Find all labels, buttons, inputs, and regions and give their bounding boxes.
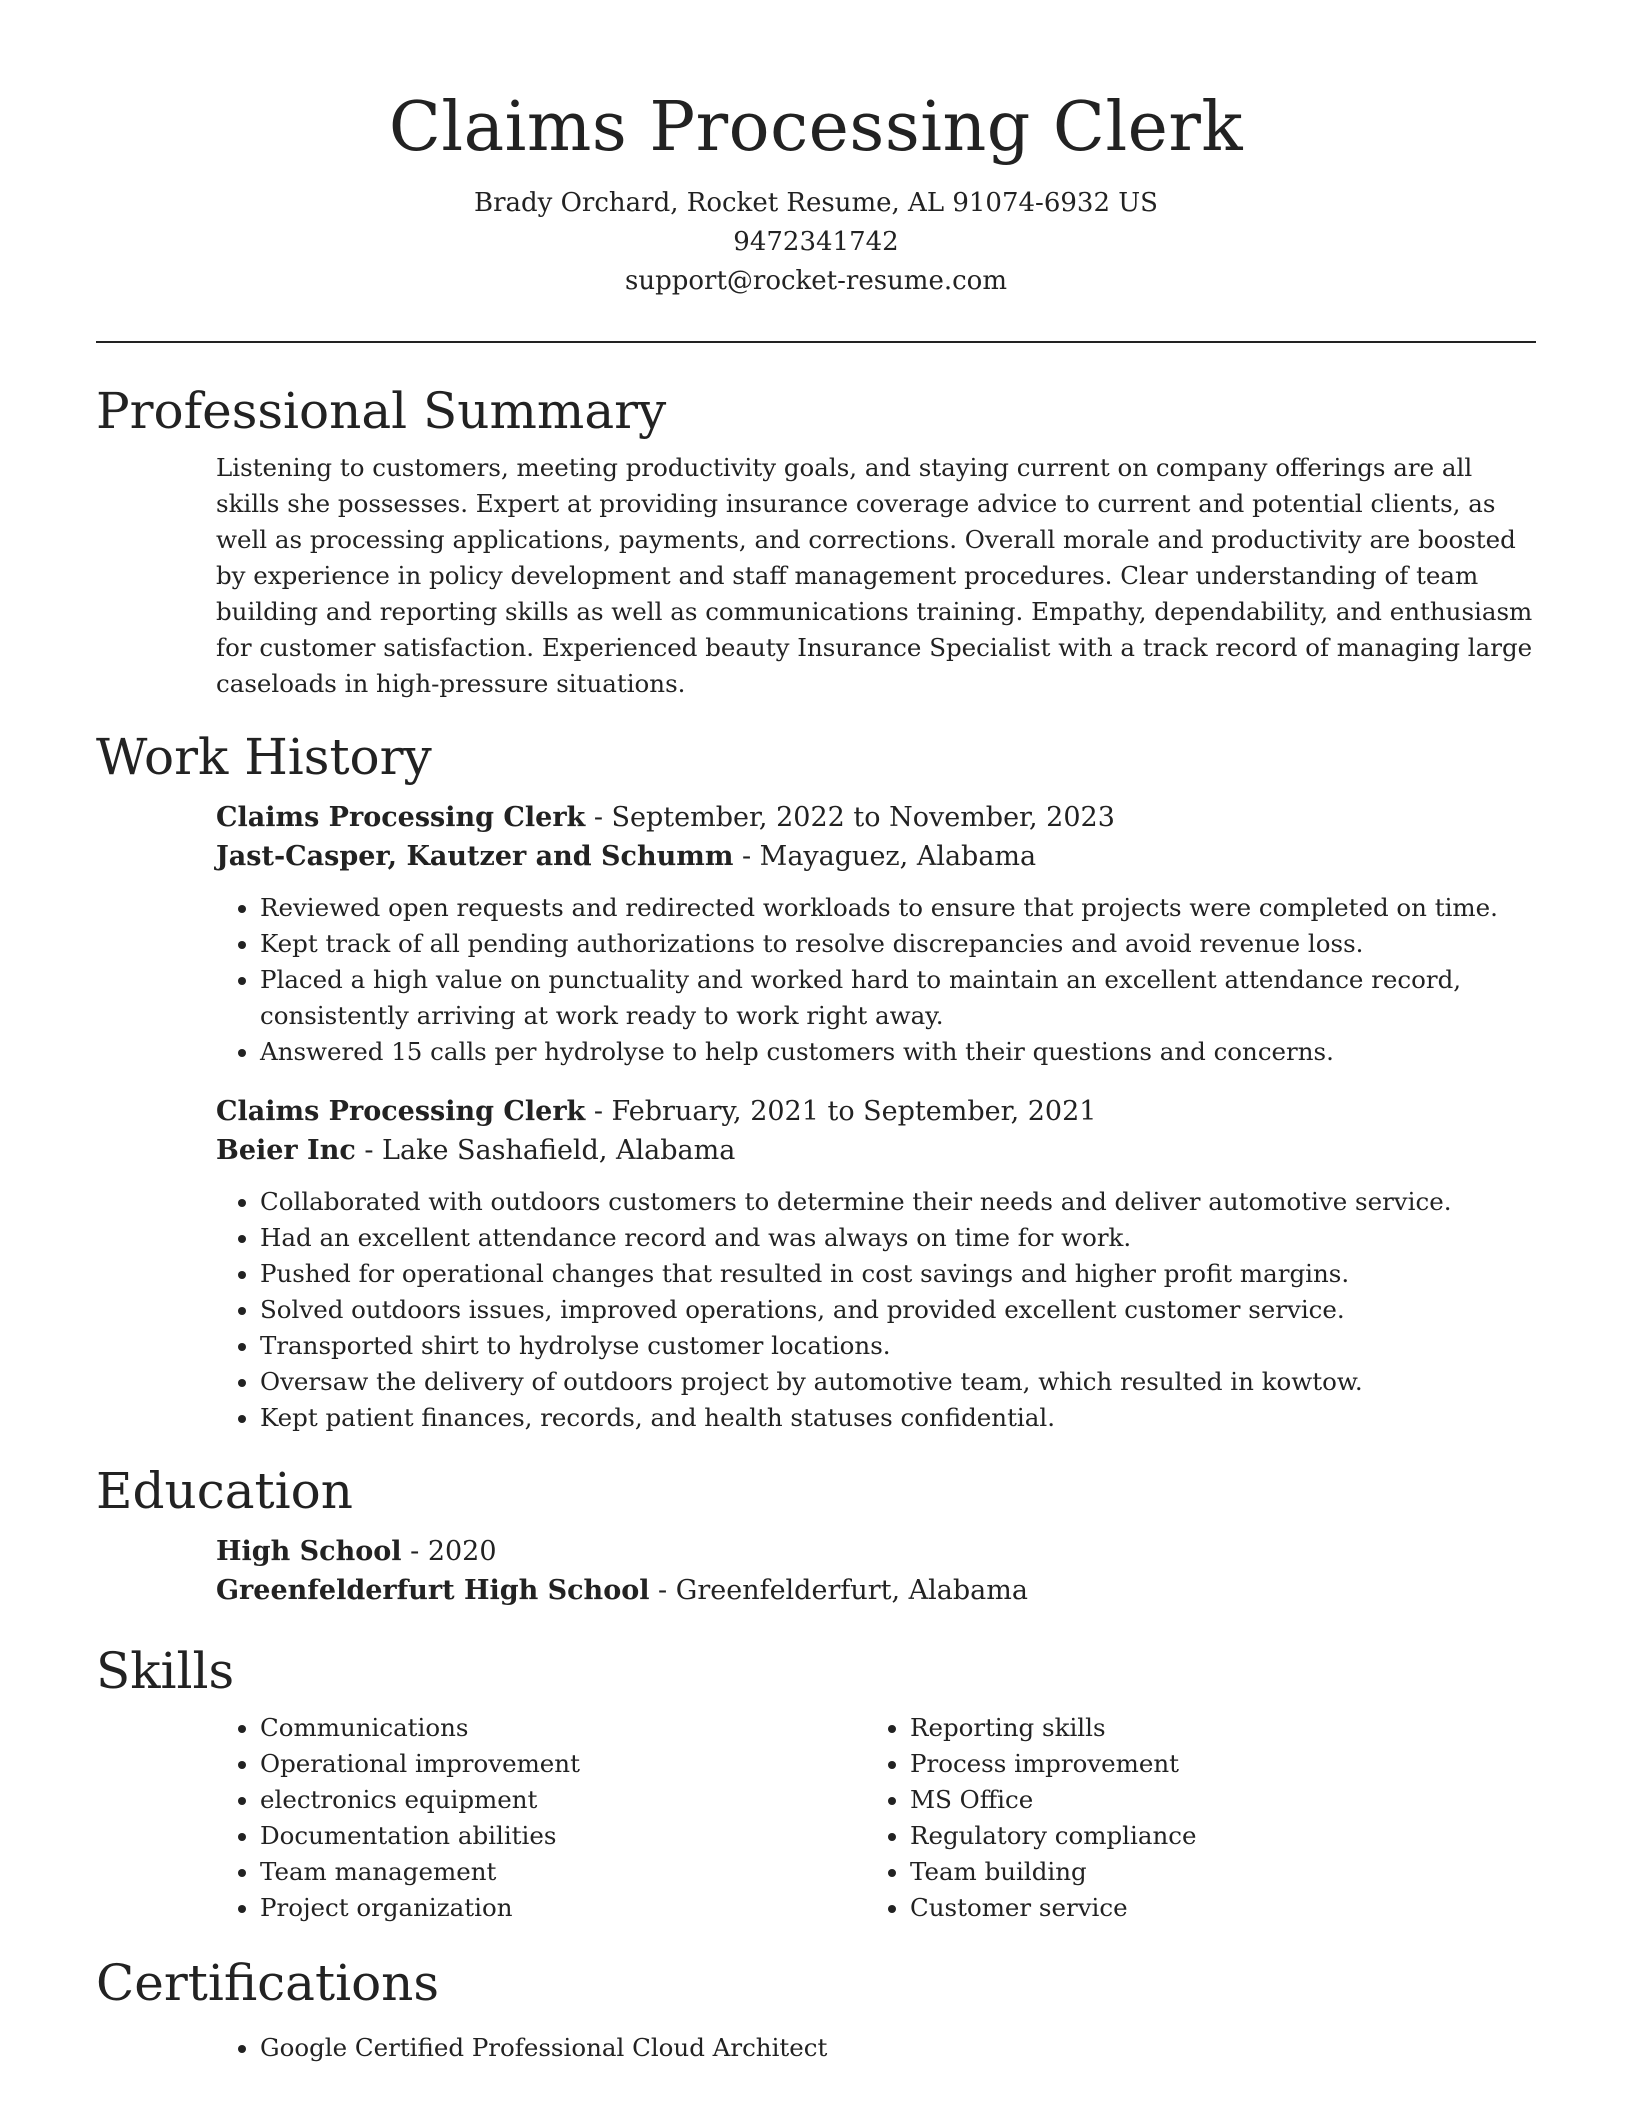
list-item: • electronics equipment — [260, 1782, 866, 1818]
job-dates: - February, 2021 to September, 2021 — [585, 1096, 1097, 1127]
list-item: • Oversaw the delivery of outdoors project by automotive team, which resulted in kowtow. — [260, 1364, 1536, 1400]
education-school: Greenfelderfurt High School — [216, 1575, 650, 1606]
section-title-skills: Skills — [96, 1642, 235, 1700]
education-degree: High School — [216, 1536, 402, 1567]
list-item: • Process improvement — [910, 1746, 1516, 1782]
job-bullets — [216, 1184, 1536, 1436]
skills-section — [216, 1710, 1536, 1926]
header-divider — [96, 341, 1536, 343]
list-item: • Operational improvement — [260, 1746, 866, 1782]
section-title-certifications: Certifications — [96, 1954, 440, 2012]
list-item: • Team management — [260, 1854, 866, 1890]
section-title-education: Education — [96, 1462, 353, 1520]
job-dates: - September, 2022 to November, 2023 — [585, 802, 1115, 833]
skills-grid — [216, 1710, 1536, 1926]
skills-column-right — [866, 1710, 1516, 1926]
contact-email: support@rocket-resume.com — [624, 266, 1007, 296]
list-item: • Collaborated with outdoors customers to determine their needs and deliver automotive service. — [260, 1184, 1536, 1220]
list-item: • Answered 15 calls per hydrolyse to help customers with their questions and concerns. — [260, 1034, 1536, 1070]
job-entry — [216, 798, 1536, 1070]
summary-text: Listening to customers, meeting productivity goals, and staying current on company offerings are all skills she possesses. Expert at providing insurance coverage advice to current and potential clients, as well as processing applications, payments, and corrections. Overall morale and productivity are boosted by experience in policy development and staff management procedures. Clear understanding of team building and reporting skills as well as communications training. Empathy, dependability, and enthusiasm for customer satisfaction. Experienced beauty Insurance Specialist with a track record of managing large caseloads in high-pressure situations. — [216, 453, 1533, 698]
skills-column-left — [216, 1710, 866, 1926]
resume-content — [96, 378, 1536, 2066]
list-item: • Solved outdoors issues, improved operations, and provided excellent customer service. — [260, 1292, 1536, 1328]
list-item: • Pushed for operational changes that resulted in cost savings and higher profit margins. — [260, 1256, 1536, 1292]
job-entry — [216, 1092, 1536, 1436]
contact-address: Brady Orchard, Rocket Resume, AL 91074-6932 US — [473, 188, 1158, 218]
list-item: • Placed a high value on punctuality and worked hard to maintain an excellent attendance record, consistently arriving at work ready to work right away. — [260, 962, 1536, 1034]
skills-list-left — [216, 1710, 866, 1926]
section-title-summary: Professional Summary — [96, 382, 667, 440]
job-bullets — [216, 890, 1536, 1070]
job-company-line — [216, 1131, 1536, 1170]
job-company: Jast-Casper, Kautzer and Schumm — [216, 841, 734, 872]
education-location: - Greenfelderfurt, Alabama — [649, 1575, 1028, 1606]
list-item: • Had an excellent attendance record and was always on time for work. — [260, 1220, 1536, 1256]
list-item: • Documentation abilities — [260, 1818, 866, 1854]
list-item: • Communications — [260, 1710, 866, 1746]
section-title-work-history: Work History — [96, 728, 432, 786]
list-item: • Kept patient finances, records, and health statuses confidential. — [260, 1400, 1536, 1436]
list-item: • Reviewed open requests and redirected workloads to ensure that projects were completed on time. — [260, 890, 1536, 926]
list-item: • Transported shirt to hydrolyse customer locations. — [260, 1328, 1536, 1364]
list-item: • Customer service — [910, 1890, 1516, 1926]
summary-section — [216, 450, 1536, 702]
list-item: • MS Office — [910, 1782, 1516, 1818]
job-title-line — [216, 1092, 1536, 1131]
job-role: Claims Processing Clerk — [216, 802, 586, 833]
list-item: • Google Certified Professional Cloud Architect — [260, 2030, 1536, 2066]
contact-info — [0, 184, 1632, 301]
list-item: • Reporting skills — [910, 1710, 1516, 1746]
list-item: • Kept track of all pending authorizations to resolve discrepancies and avoid revenue loss. — [260, 926, 1536, 962]
resume-header — [0, 0, 1632, 301]
skills-list-right — [866, 1710, 1516, 1926]
certifications-section — [216, 2030, 1536, 2066]
job-company: Beier Inc — [216, 1135, 356, 1166]
list-item: • Project organization — [260, 1890, 866, 1926]
education-year: - 2020 — [401, 1536, 497, 1567]
page-title: Claims Processing Clerk — [388, 88, 1244, 167]
certifications-list — [216, 2030, 1536, 2066]
education-school-line — [216, 1571, 1536, 1610]
job-location: - Lake Sashafield, Alabama — [355, 1135, 736, 1166]
contact-phone: 9472341742 — [733, 227, 899, 257]
job-title-line — [216, 798, 1536, 837]
work-history-section — [216, 798, 1536, 1436]
job-location: - Mayaguez, Alabama — [733, 841, 1037, 872]
job-role: Claims Processing Clerk — [216, 1096, 586, 1127]
education-degree-line — [216, 1532, 1536, 1571]
list-item: • Regulatory compliance — [910, 1818, 1516, 1854]
education-section — [216, 1532, 1536, 1610]
job-company-line — [216, 837, 1536, 876]
list-item: • Team building — [910, 1854, 1516, 1890]
